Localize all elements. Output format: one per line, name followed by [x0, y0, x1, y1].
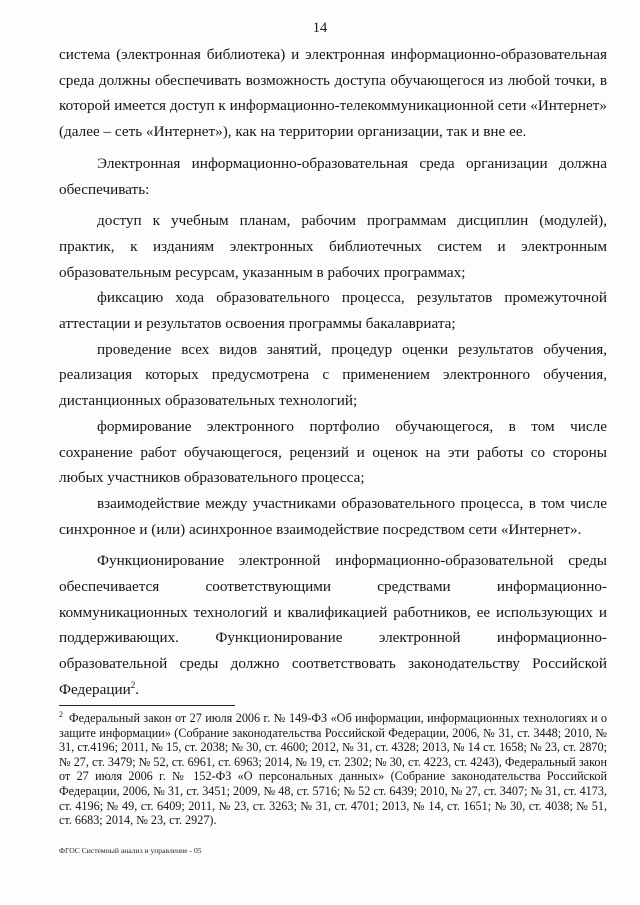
- paragraph-with-footnote: Функционирование электронной информационно-образовательной среды обеспечивается соответствующими средствами информационно-коммуникационных технологий и квалификацией работников, ее использующих и поддерживающих. Функционирование электронной информационно-образовательной среды должно соответствовать законодательству Российской Федерации$^2$.: [59, 552, 607, 698]
- footnote-divider: [59, 705, 235, 706]
- footnote-text: Федеральный закон от 27 июля 2006 г. № 149-ФЗ «Об информации, информационных технологиях и о защите информации» (Собрание законодательства Российской Федерации, 2006, № 31, ст. 3448; 2010, № 31, ст.4196; 2011, № 15, ст. 2038; № 30, ст. 4600; 2012, № 31, ст. 4328; 2013, № 14 ст. 1658; № 23, ст. 2870; № 27, ст. 3479; № 52, ст. 6961, ст. 6963; 2014, № 19, ст. 2302; № 30, ст. 4223, ст. 4243), Федеральный закон от 27 июля 2006 г. № 152-ФЗ «О персональных данных» (Собрание законодательства Российской Федерации, 2006, № 31, ст. 3451; 2009, № 48, ст. 5716; № 52 ст. 6439; 2010, № 27, ст. 3407; № 31, ст. 4173, ст. 4196; № 49, ст. 6409; 2011, № 23, ст. 3263; № 31, ст. 4701; 2013, № 14, ст. 1651; № 30, ст. 4038; № 51, ст. 6683; 2014, № 23, ст. 2927).: [59, 711, 607, 828]
- paragraph: система (электронная библиотека) и электронная информационно-образовательная среда должны обеспечивать возможность доступа обучающегося из любой точки, в которой имеется доступ к информационно-телекоммуникационной сети «Интернет» (далее – сеть «Интернет»), как на территории организации, так и вне ее.: [59, 46, 607, 141]
- page-number: 14: [312, 20, 328, 36]
- paragraph: взаимодействие между участниками образовательного процесса, в том числе синхронное и (или) асинхронное взаимодействие посредством сети «Интернет».: [59, 494, 607, 538]
- paragraph: доступ к учебным планам, рабочим программам дисциплин (модулей), практик, к изданиям электронных библиотечных систем и электронным образовательным ресурсам, указанным в рабочих программах;: [59, 212, 607, 281]
- paragraph-text: Функционирование электронной информационно-образовательной среды обеспечивается соответствующими средствами информационно-коммуникационных технологий и квалификацией работников, ее использующих и поддерживающих. Функционирование электронной информационно-образовательной среды должно соответствовать законодательству Российской Федерации: [59, 552, 607, 698]
- paragraph: проведение всех видов занятий, процедур оценки результатов обучения, реализация которых предусмотрена с применением электронного обучения, дистанционных образовательных технологий;: [59, 340, 607, 410]
- paragraph: фиксацию хода образовательного процесса, результатов промежуточной аттестации и результатов освоения программы бакалавриата;: [59, 289, 607, 333]
- footnote: [59, 711, 607, 828]
- page-footer: ФГОС Системный анализ и управление - 05: [59, 846, 202, 855]
- main-text: [59, 42, 607, 703]
- footnote-number: 2: [59, 709, 63, 719]
- paragraph: Электронная информационно-образовательная среда организации должна обеспечивать:: [59, 154, 607, 198]
- footnote-marker[interactable]: 2: [130, 679, 136, 690]
- paragraph: формирование электронного портфолио обучающегося, в том числе сохранение работ обучающегося, рецензий и оценок на эти работы со стороны любых участников образовательного процесса;: [59, 417, 607, 487]
